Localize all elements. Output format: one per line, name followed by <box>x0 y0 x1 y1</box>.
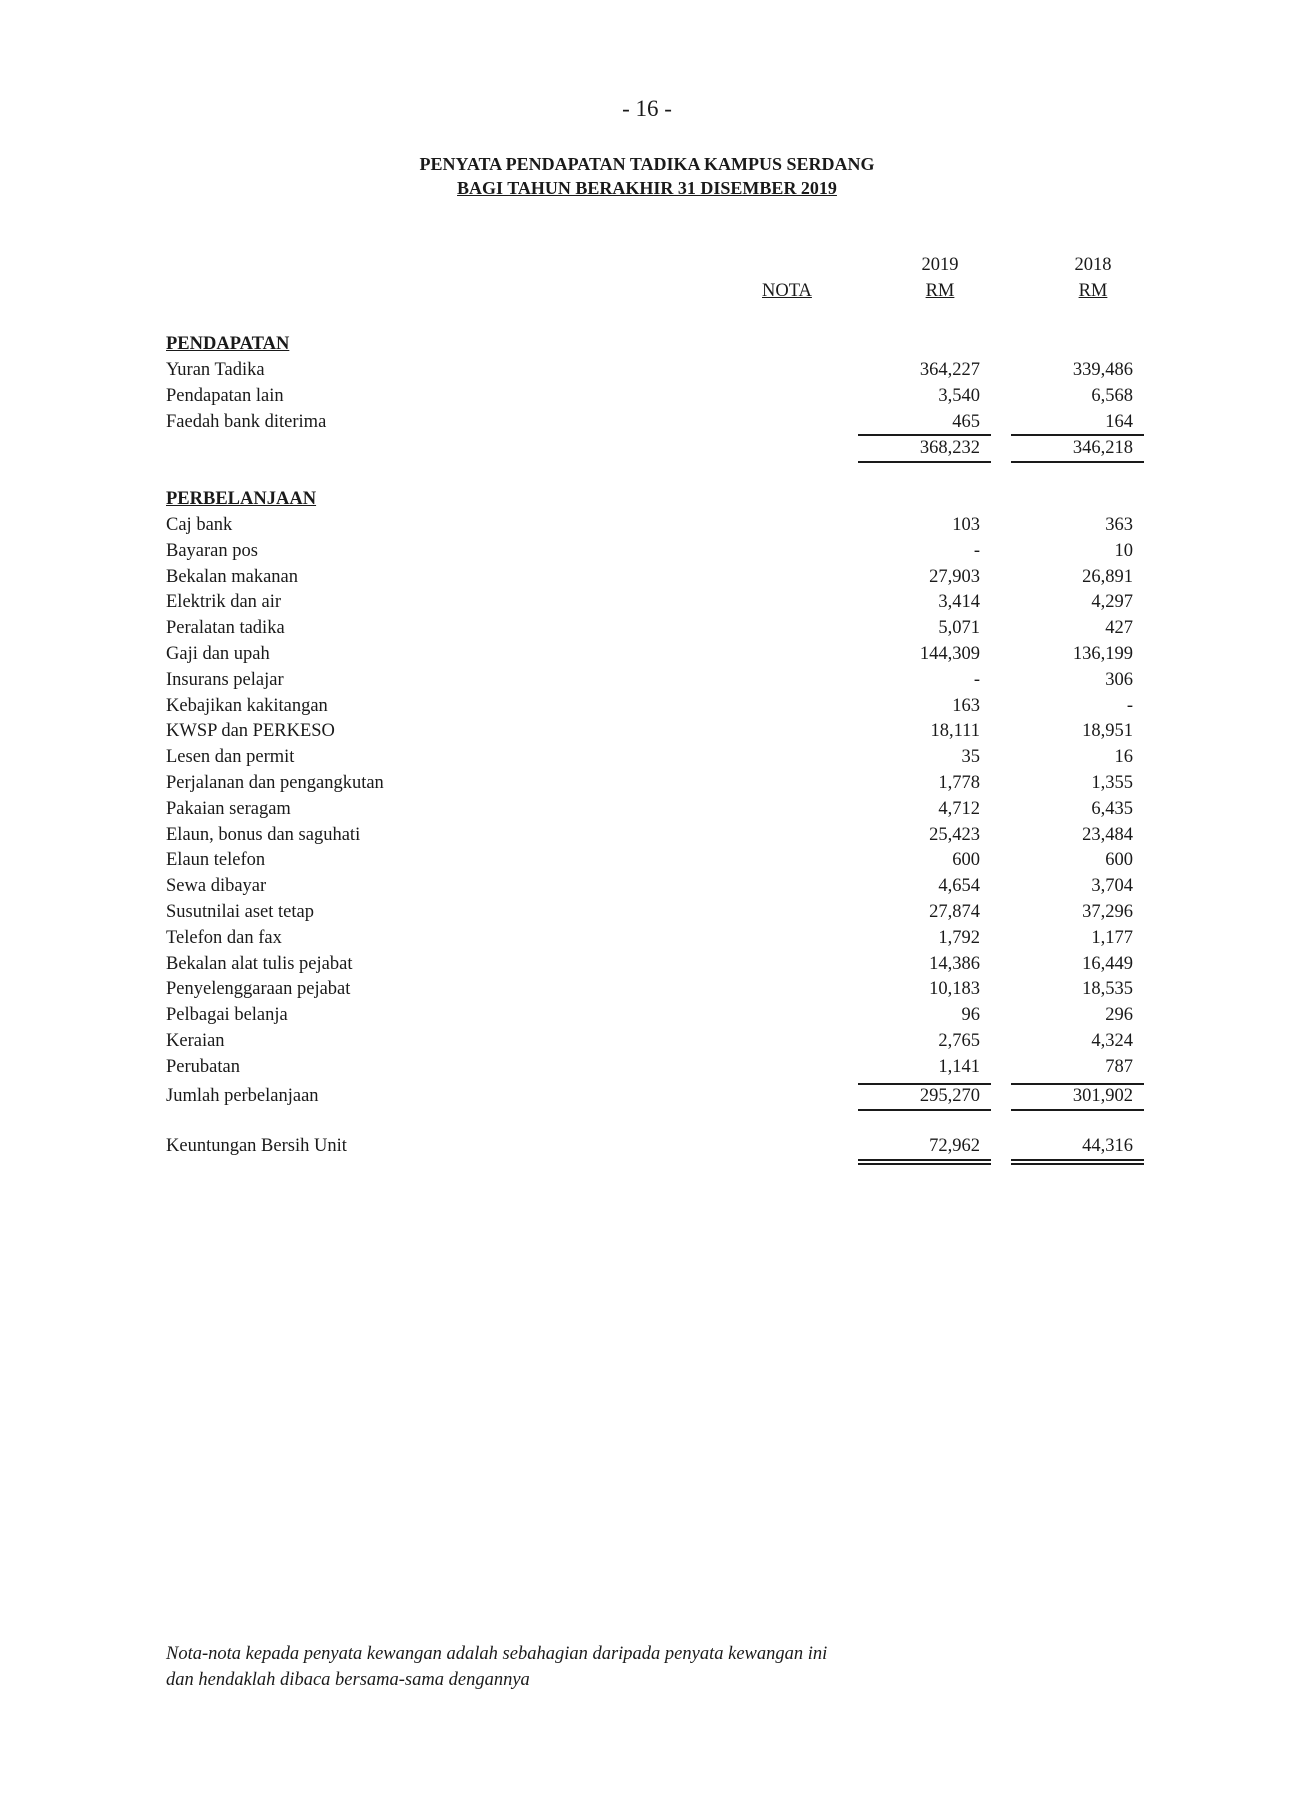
expense-line-item-row <box>0 873 1294 899</box>
line-item-value-2019: 144,309 <box>919 644 980 664</box>
line-item-value-2019: 96 <box>961 1005 980 1026</box>
double-rule-net-profit-2019-bottom <box>858 1163 991 1165</box>
line-item-label: Bekalan makanan <box>166 566 299 587</box>
page-number: - 16 - <box>622 96 672 121</box>
expenses-total-label: Jumlah perbelanjaan <box>166 1086 319 1106</box>
line-item-value-2018: 787 <box>1105 1056 1133 1077</box>
line-item-value-2019: 600 <box>952 850 980 871</box>
line-item-value-2018: 164 <box>1105 411 1133 432</box>
income-total-2018: 346,218 <box>1072 438 1133 458</box>
line-item-value-2018: 427 <box>1105 618 1133 639</box>
expenses-heading-row <box>0 486 1294 512</box>
net-profit-2019: 72,962 <box>929 1136 980 1156</box>
expense-line-item-row <box>0 693 1294 719</box>
line-item-label: Elektrik dan air <box>166 592 282 613</box>
statement-period: BAGI TAHUN BERAKHIR 31 DISEMBER 2019 <box>457 178 837 198</box>
line-item-value-2019: 1,141 <box>938 1056 980 1077</box>
line-item-label: Keraian <box>166 1031 225 1051</box>
rule-expenses-total-2019 <box>858 1109 991 1111</box>
line-item-label: Caj bank <box>166 515 233 535</box>
line-item-value-2019: 3,414 <box>938 592 980 613</box>
expense-line-item-row <box>0 718 1294 744</box>
line-item-value-2019: 35 <box>961 747 980 768</box>
line-item-label: Yuran Tadika <box>166 360 265 380</box>
rule-expenses-total-2018 <box>1011 1109 1144 1111</box>
line-item-label: Faedah bank diterima <box>166 411 327 432</box>
expense-line-item-row <box>0 744 1294 770</box>
section-heading-expenses: PERBELANJAAN <box>166 489 317 509</box>
line-item-label: Gaji dan upah <box>166 644 270 664</box>
line-item-label: Perubatan <box>166 1056 240 1077</box>
line-item-value-2019: 2,765 <box>938 1031 980 1051</box>
income-total-2019: 368,232 <box>919 438 980 458</box>
line-item-label: Lesen dan permit <box>166 747 295 768</box>
line-item-value-2018: 18,951 <box>1082 721 1133 742</box>
line-item-label: Bayaran pos <box>166 540 258 561</box>
income-line-item-row <box>0 409 1294 435</box>
line-item-label: Elaun, bonus dan saguhati <box>166 824 361 845</box>
footer-note-line-1: Nota-nota kepada penyata kewangan adalah sebahagian daripada penyata kewangan ini <box>166 1644 828 1664</box>
line-item-value-2018: 4,324 <box>1091 1031 1133 1051</box>
expenses-total-2019: 295,270 <box>919 1086 980 1106</box>
double-rule-net-profit-2018-top <box>1011 1159 1144 1161</box>
line-item-value-2018: 600 <box>1105 850 1133 871</box>
line-item-value-2018: 3,704 <box>1091 876 1133 897</box>
section-heading-income: PENDAPATAN <box>166 334 290 354</box>
footer-note-line-2: dan hendaklah dibaca bersama-sama dengannya <box>166 1670 530 1690</box>
column-currency-2019: RM <box>925 281 955 301</box>
line-item-label: Pelbagai belanja <box>166 1005 288 1026</box>
line-item-value-2019: 1,778 <box>938 773 980 793</box>
line-item-value-2018: 16 <box>1114 747 1133 768</box>
line-item-value-2019: 27,903 <box>929 566 980 587</box>
expenses-total-2018: 301,902 <box>1072 1086 1133 1106</box>
line-item-value-2018: 4,297 <box>1091 592 1133 613</box>
expense-line-item-row <box>0 976 1294 1002</box>
statement-subtitle <box>0 178 1294 199</box>
expense-line-item-row <box>0 796 1294 822</box>
expense-line-item-row <box>0 512 1294 538</box>
line-item-label: KWSP dan PERKESO <box>166 721 335 742</box>
line-item-label: Susutnilai aset tetap <box>166 902 314 922</box>
rule-income-total-2019 <box>858 461 991 463</box>
line-item-value-2018: 296 <box>1105 1005 1133 1026</box>
line-item-label: Pakaian seragam <box>166 798 291 819</box>
income-total-row <box>0 435 1294 461</box>
line-item-value-2018: - <box>1126 695 1133 716</box>
double-rule-net-profit-2019-top <box>858 1159 991 1161</box>
line-item-label: Kebajikan kakitangan <box>166 695 328 716</box>
line-item-value-2019: 5,071 <box>938 618 980 639</box>
expense-line-item-row <box>0 770 1294 796</box>
line-item-value-2018: 306 <box>1105 669 1133 690</box>
line-item-label: Peralatan tadika <box>166 618 285 639</box>
income-line-item-row <box>0 383 1294 409</box>
expense-line-item-row <box>0 641 1294 667</box>
expense-line-item-row <box>0 1002 1294 1028</box>
line-item-value-2019: 465 <box>952 411 980 432</box>
column-currency-2018: RM <box>1078 281 1108 301</box>
column-nota: NOTA <box>762 281 812 301</box>
net-profit-row <box>0 1133 1294 1159</box>
double-rule-net-profit-2018-bottom <box>1011 1163 1144 1165</box>
expense-line-item-row <box>0 1054 1294 1080</box>
rule-income-total-2018 <box>1011 461 1144 463</box>
line-item-value-2019: - <box>973 540 980 561</box>
line-item-value-2019: 27,874 <box>929 902 980 922</box>
expense-line-item-row <box>0 951 1294 977</box>
line-item-value-2018: 1,177 <box>1091 927 1133 948</box>
line-item-value-2018: 10 <box>1114 540 1133 561</box>
expense-line-item-row <box>0 589 1294 615</box>
line-item-value-2018: 23,484 <box>1082 824 1133 845</box>
line-item-value-2019: 1,792 <box>938 927 980 948</box>
line-item-value-2018: 26,891 <box>1082 566 1133 587</box>
net-profit-label: Keuntungan Bersih Unit <box>166 1136 347 1156</box>
line-item-label: Penyelenggaraan pejabat <box>166 979 351 1000</box>
line-item-label: Perjalanan dan pengangkutan <box>166 773 384 793</box>
line-item-label: Sewa dibayar <box>166 876 267 897</box>
expense-line-item-row <box>0 615 1294 641</box>
line-item-value-2019: 103 <box>952 515 980 535</box>
line-item-label: Bekalan alat tulis pejabat <box>166 953 353 974</box>
expense-line-item-row <box>0 822 1294 848</box>
line-item-value-2019: 163 <box>952 695 980 716</box>
expense-line-item-row <box>0 667 1294 693</box>
line-item-value-2019: 4,654 <box>938 876 980 897</box>
line-item-label: Pendapatan lain <box>166 385 284 406</box>
line-item-value-2019: 18,111 <box>930 721 980 742</box>
line-item-value-2018: 18,535 <box>1082 979 1133 1000</box>
line-item-value-2019: 14,386 <box>929 953 980 974</box>
expense-line-item-row <box>0 564 1294 590</box>
expenses-total-row <box>0 1083 1294 1109</box>
line-item-value-2018: 339,486 <box>1072 360 1133 380</box>
line-item-value-2019: - <box>973 669 980 690</box>
line-item-value-2019: 25,423 <box>929 824 980 845</box>
line-item-value-2018: 136,199 <box>1072 644 1133 664</box>
line-item-label: Telefon dan fax <box>166 927 282 948</box>
line-item-value-2018: 1,355 <box>1091 773 1133 793</box>
line-item-value-2019: 3,540 <box>938 385 980 406</box>
line-item-value-2018: 363 <box>1105 515 1133 535</box>
line-item-value-2018: 6,568 <box>1091 385 1133 406</box>
line-item-value-2019: 4,712 <box>938 798 980 819</box>
line-item-value-2018: 16,449 <box>1082 953 1133 974</box>
income-line-item-row <box>0 357 1294 383</box>
line-item-value-2018: 37,296 <box>1082 902 1133 922</box>
net-profit-2018: 44,316 <box>1082 1136 1133 1156</box>
expense-line-item-row <box>0 925 1294 951</box>
expense-line-item-row <box>0 1028 1294 1054</box>
statement-title: PENYATA PENDAPATAN TADIKA KAMPUS SERDANG <box>419 154 875 174</box>
line-item-label: Insurans pelajar <box>166 669 284 690</box>
line-item-value-2018: 6,435 <box>1091 798 1133 819</box>
column-year-2018: 2018 <box>1074 255 1112 275</box>
expense-line-item-row <box>0 847 1294 873</box>
income-heading-row <box>0 331 1294 357</box>
expense-line-item-row <box>0 538 1294 564</box>
line-item-value-2019: 364,227 <box>919 360 980 380</box>
expense-line-item-row <box>0 899 1294 925</box>
column-year-2019: 2019 <box>921 255 959 275</box>
line-item-value-2019: 10,183 <box>929 979 980 1000</box>
line-item-label: Elaun telefon <box>166 850 266 871</box>
